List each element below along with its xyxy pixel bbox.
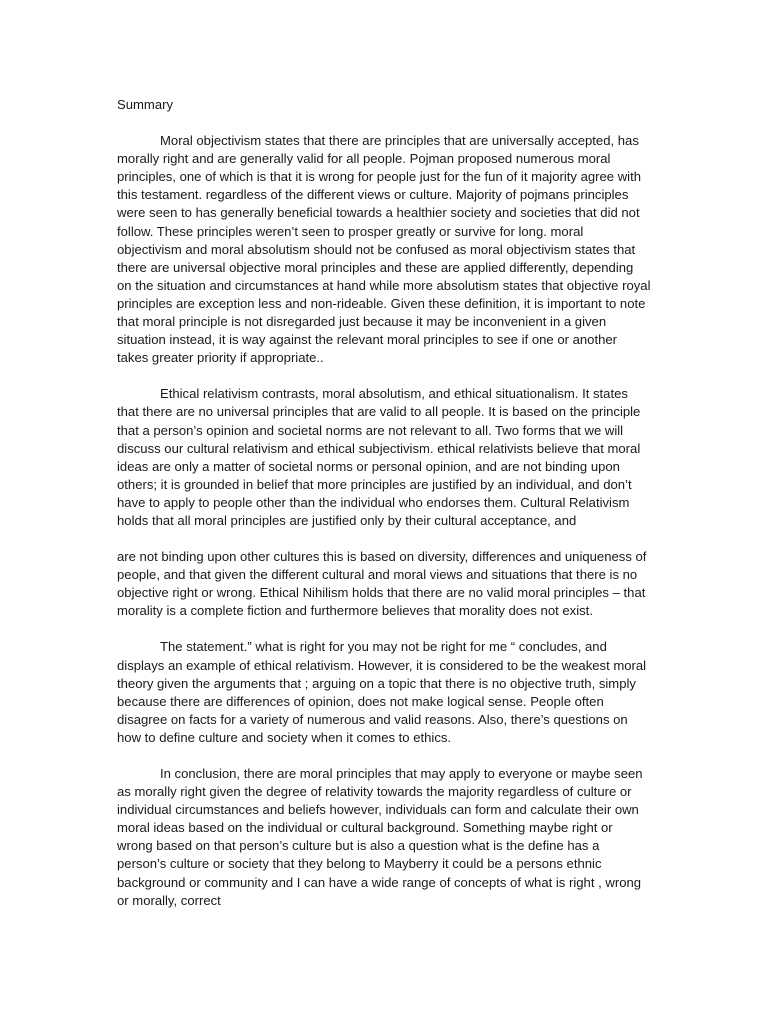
- paragraph-moral-objectivism: Moral objectivism states that there are principles that are universally accepted, has morally right and are generally valid for all people. Pojman proposed numerous moral principles, one of which is that it is wrong for people just for the fun of it majority agree with this testament. regardless of the different views or culture. Majority of pojmans principles were seen to has generally beneficial towards a healthier society and societies that did not follow. These principles weren’t seen to prosper greatly or survive for long. moral objectivism and moral absolutism should not be confused as moral objectivism states that there are universal objective moral principles and these are applied differently, depending on the situation and circumstances at hand while more absolutism states that objective royal principles are exception less and non-rideable. Given these definition, it is important to note that moral principle is not disregarded just because it may be inconvenient in a given situation instead, it is way against the relevant moral principles to see if one or another takes greater priority if appropriate..: [117, 133, 651, 366]
- paragraph-statement: The statement.” what is right for you may not be right for me “ concludes, and displays an example of ethical relativism. However, it is considered to be the weakest moral theory given the arguments that ; arguing on a topic that there is no objective truth, simply because there are differences of opinion, does not make logical sense. People often disagree on facts for a variety of numerous and valid reasons. Also, there’s questions on how to define culture and society when it comes to ethics.: [117, 639, 647, 745]
- document-heading: Summary: [117, 97, 174, 112]
- paragraph-ethical-relativism: Ethical relativism contrasts, moral absolutism, and ethical situationalism. It states that there are no universal principles that are valid to all people. It is based on the principle that a person’s opinion and societal norms are not relevant to all. Two forms that we will discuss our cultural relativism and ethical subjectivism. ethical relativists believe that moral ideas are only a matter of societal norms or personal opinion, and are not binding upon others; it is grounded in belief that more principles are justified by an individual, and don’t have to apply to people other than the individual who endorses them. Cultural Relativism holds that all moral principles are justified only by their cultural acceptance, and: [117, 386, 641, 528]
- paragraph-conclusion: In conclusion, there are moral principles that may apply to everyone or maybe seen as morally right given the degree of relativity towards the majority regardless of culture or individual circumstances and beliefs however, individuals can form and calculate their own moral ideas based on the individual or cultural background. Something maybe right or wrong based on that person’s culture but is also a question what is the define has a person’s culture or society that they belong to Mayberry it could be a persons ethnic background or community and I can have a wide range of concepts of what is right , wrong or morally, correct: [117, 766, 643, 908]
- document-page: [117, 96, 651, 928]
- paragraph-cultural-relativism-continued: are not binding upon other cultures this is based on diversity, differences and uniqueness of people, and that given the different cultural and moral views and situations that there is no objective right or wrong. Ethical Nihilism holds that there are no valid moral principles – that morality is a complete fiction and furthermore believes that morality does not exist.: [117, 549, 647, 619]
